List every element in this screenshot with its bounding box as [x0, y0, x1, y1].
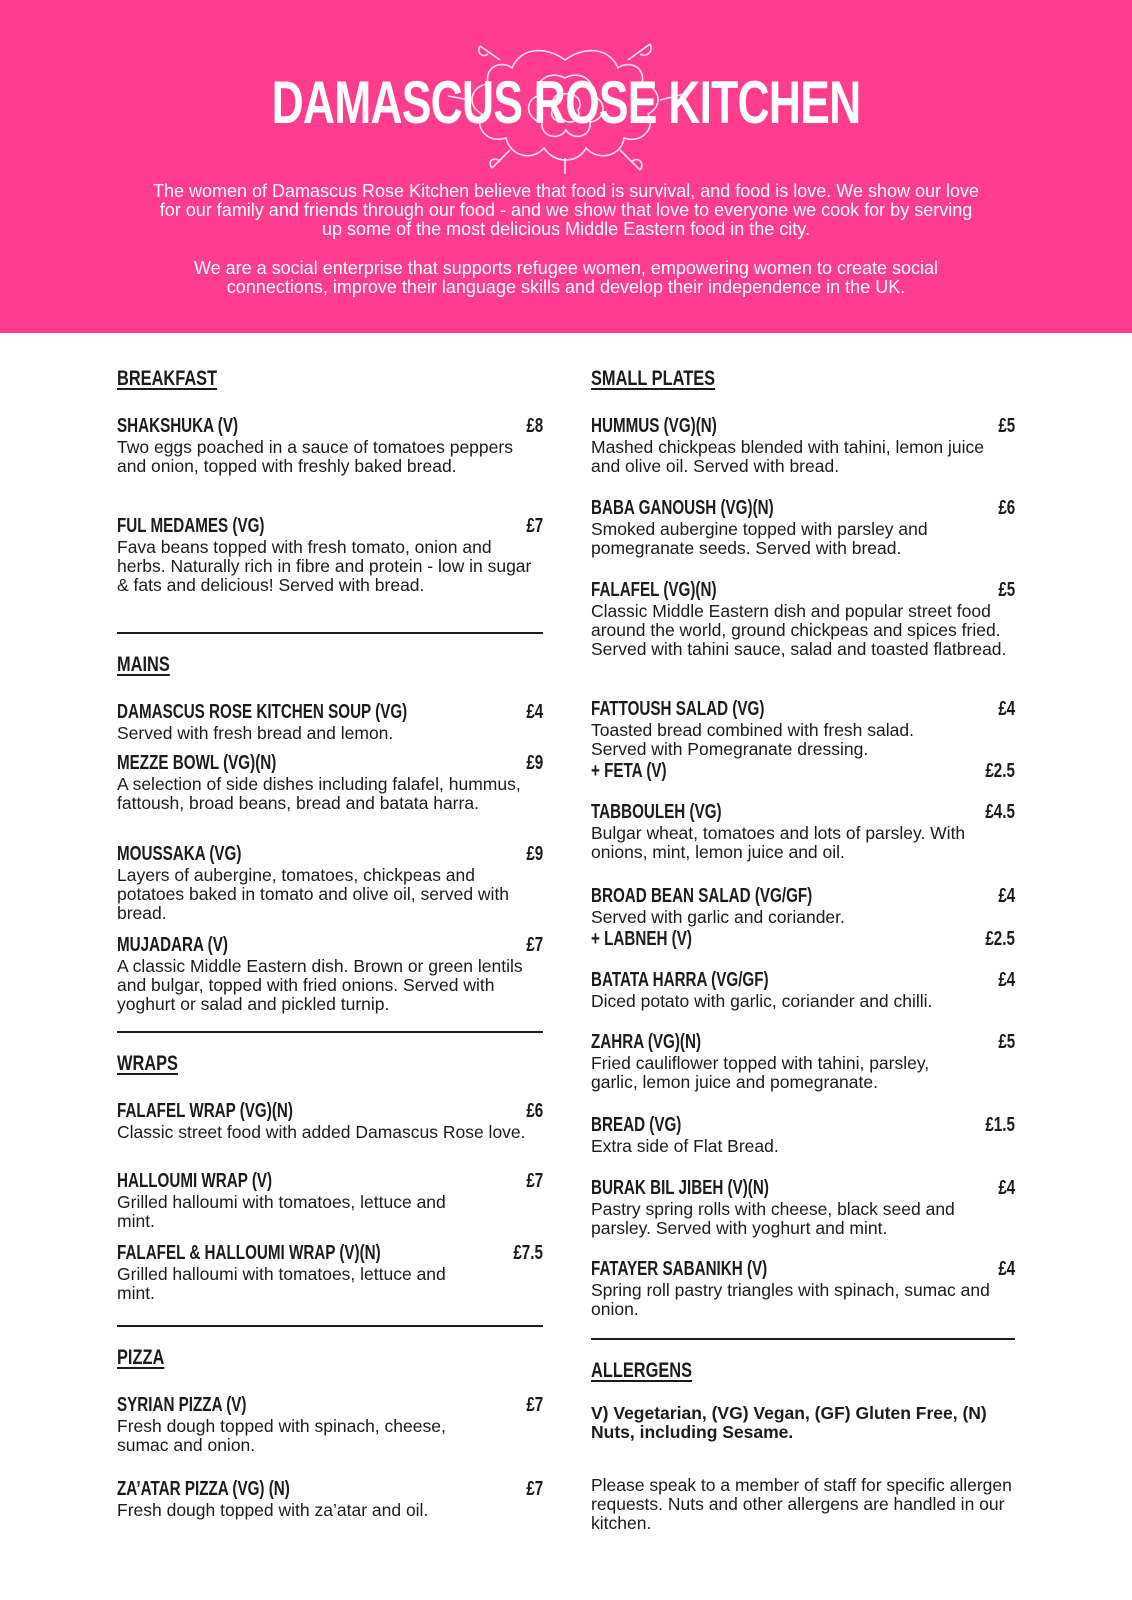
intro-paragraph-1: The women of Damascus Rose Kitchen believe that food is survival, and food is love. We show our love for our family and friends through our food - and we show that love to everyone we cook for by serving up some of the most delicious Middle Eastern food in the city. [152, 181, 980, 239]
menu-item [117, 514, 543, 632]
item-price: £4.5 [985, 801, 1015, 823]
section-divider [117, 1325, 543, 1327]
item-price: £4 [998, 885, 1015, 907]
item-description: Layers of aubergine, tomatoes, chickpeas and potatoes baked in tomato and olive oil, served with bread. [117, 865, 510, 923]
item-description: Classic Middle Eastern dish and popular street food around the world, ground chickpeas and spices fried. Served with tahini sauce, salad and toasted flatbread. [591, 601, 1007, 659]
item-price: £5 [998, 1031, 1015, 1053]
item-price: £7 [526, 515, 543, 537]
item-name: HALLOUMI WRAP (V) [117, 1170, 273, 1192]
item-description: Smoked aubergine topped with parsley and pomegranate seeds. Served with bread. [591, 519, 928, 558]
item-description: Fried cauliflower topped with tahini, parsley, garlic, lemon juice and pomegranate. [591, 1053, 930, 1092]
menu-item [591, 697, 1015, 800]
item-name: ZA’ATAR PIZZA (VG) (N) [117, 1478, 290, 1500]
item-description: Classic street food with added Damascus Rose love. [117, 1122, 526, 1142]
item-name: FALAFEL WRAP (VG)(N) [117, 1100, 293, 1122]
item-name: ZAHRA (VG)(N) [591, 1031, 702, 1053]
menu-item [117, 700, 543, 751]
item-description: Fava beans topped with fresh tomato, onion and herbs. Naturally rich in fibre and protein - low in sugar & fats and delicious! Served with bread. [117, 537, 532, 595]
menu-item [117, 1169, 543, 1241]
item-price: £4 [998, 1258, 1015, 1280]
item-description: Served with garlic and coriander. [591, 907, 845, 927]
menu-item [591, 1176, 1015, 1257]
menu-item [117, 842, 543, 933]
item-name: BURAK BIL JIBEH (V)(N) [591, 1177, 769, 1199]
menu-item [117, 1099, 543, 1169]
addon-name: + LABNEH (V) [591, 928, 692, 950]
item-price: £8 [526, 415, 543, 437]
menu-item [117, 1241, 543, 1325]
item-price: £7 [526, 934, 543, 956]
addon-price: £2.5 [985, 760, 1015, 782]
allergen-note: Please speak to a member of staff for specific allergen requests. Nuts and other allergens are handled in our kitchen. [591, 1475, 1012, 1533]
item-price: £4 [998, 1177, 1015, 1199]
item-name: TABBOULEH (VG) [591, 801, 722, 823]
item-description: Bulgar wheat, tomatoes and lots of parsley. With onions, mint, lemon juice and oil. [591, 823, 966, 862]
item-name: BREAD (VG) [591, 1114, 682, 1136]
item-description: Pastry spring rolls with cheese, black seed and parsley. Served with yoghurt and mint. [591, 1199, 955, 1238]
item-price: £7 [526, 1170, 543, 1192]
item-price: £6 [998, 497, 1015, 519]
right-column [591, 366, 1015, 1533]
section-divider [117, 632, 543, 634]
item-name: BABA GANOUSH (VG)(N) [591, 497, 774, 519]
item-price: £7.5 [513, 1242, 543, 1264]
menu-item [117, 751, 543, 842]
item-name: FATAYER SABANIKH (V) [591, 1258, 768, 1280]
item-name: MEZZE BOWL (VG)(N) [117, 752, 277, 774]
section-title-breakfast: BREAKFAST [117, 367, 218, 390]
item-price: £5 [998, 415, 1015, 437]
section-title-pizza: PIZZA [117, 1346, 165, 1369]
item-description: Two eggs poached in a sauce of tomatoes peppers and onion, topped with freshly baked bread. [117, 437, 513, 476]
item-description: Fresh dough topped with za’atar and oil. [117, 1500, 429, 1520]
item-price: £4 [998, 969, 1015, 991]
section-divider [591, 1338, 1015, 1340]
menu-item [117, 1477, 543, 1520]
intro-paragraph-2: We are a social enterprise that supports refugee women, empowering women to create social connections, improve their language skills and develop their independence in the UK. [193, 258, 939, 297]
item-name: BATATA HARRA (VG/GF) [591, 969, 769, 991]
item-price: £5 [998, 579, 1015, 601]
item-description: A selection of side dishes including falafel, hummus, fattoush, broad beans, bread and batata harra. [117, 774, 521, 813]
menu-item [591, 496, 1015, 578]
item-name: FALAFEL (VG)(N) [591, 579, 717, 601]
menu-item [117, 1393, 543, 1477]
brand-title: DAMASCUS ROSE KITCHEN [271, 69, 861, 136]
item-name: FALAFEL & HALLOUMI WRAP (V)(N) [117, 1242, 381, 1264]
item-description: Toasted bread combined with fresh salad. Served with Pomegranate dressing. [591, 720, 914, 759]
menu-item [117, 414, 543, 514]
item-description: Extra side of Flat Bread. [591, 1136, 779, 1156]
item-description: Diced potato with garlic, coriander and chilli. [591, 991, 933, 1011]
menu-item [117, 933, 543, 1031]
menu-item [591, 414, 1015, 496]
section-divider [117, 1031, 543, 1033]
item-description: Spring roll pastry triangles with spinach, sumac and onion. [591, 1280, 990, 1319]
item-description: A classic Middle Eastern dish. Brown or green lentils and bulgar, topped with fried onions. Served with yoghurt or salad and pickled turnip. [117, 956, 523, 1014]
item-description: Mashed chickpeas blended with tahini, lemon juice and olive oil. Served with bread. [591, 437, 985, 476]
item-price: £6 [526, 1100, 543, 1122]
item-name: MUJADARA (V) [117, 934, 228, 956]
item-name: BROAD BEAN SALAD (VG/GF) [591, 885, 813, 907]
allergen-key: V) Vegetarian, (VG) Vegan, (GF) Gluten Free, (N) Nuts, including Sesame. [591, 1403, 987, 1442]
item-name: MOUSSAKA (VG) [117, 843, 242, 865]
menu-item [591, 884, 1015, 968]
item-price: £7 [526, 1478, 543, 1500]
section-title-wraps: WRAPS [117, 1052, 178, 1075]
item-name: HUMMUS (VG)(N) [591, 415, 717, 437]
item-price: £4 [998, 698, 1015, 720]
section-title-allergens: ALLERGENS [591, 1359, 693, 1382]
item-name: SYRIAN PIZZA (V) [117, 1394, 247, 1416]
menu-item [591, 968, 1015, 1030]
item-description: Fresh dough topped with spinach, cheese, sumac and onion. [117, 1416, 446, 1455]
addon-name: + FETA (V) [591, 760, 667, 782]
item-description: Grilled halloumi with tomatoes, lettuce and mint. [117, 1264, 446, 1303]
item-description: Served with fresh bread and lemon. [117, 723, 394, 743]
menu-item [591, 1257, 1015, 1338]
item-price: £1.5 [985, 1114, 1015, 1136]
header-banner [0, 0, 1132, 333]
item-price: £9 [526, 752, 543, 774]
addon-price: £2.5 [985, 928, 1015, 950]
item-name: FATTOUSH SALAD (VG) [591, 698, 765, 720]
item-name: SHAKSHUKA (V) [117, 415, 239, 437]
item-name: FUL MEDAMES (VG) [117, 515, 265, 537]
menu-item [591, 1113, 1015, 1176]
section-title-mains: MAINS [117, 653, 170, 676]
menu-item [591, 1030, 1015, 1113]
item-price: £4 [526, 701, 543, 723]
menu-item [591, 578, 1015, 697]
item-price: £7 [526, 1394, 543, 1416]
section-title-small-plates: SMALL PLATES [591, 367, 716, 390]
item-price: £9 [526, 843, 543, 865]
menu-item [591, 800, 1015, 884]
item-description: Grilled halloumi with tomatoes, lettuce and mint. [117, 1192, 446, 1231]
left-column [117, 366, 543, 1520]
item-name: DAMASCUS ROSE KITCHEN SOUP (VG) [117, 701, 408, 723]
